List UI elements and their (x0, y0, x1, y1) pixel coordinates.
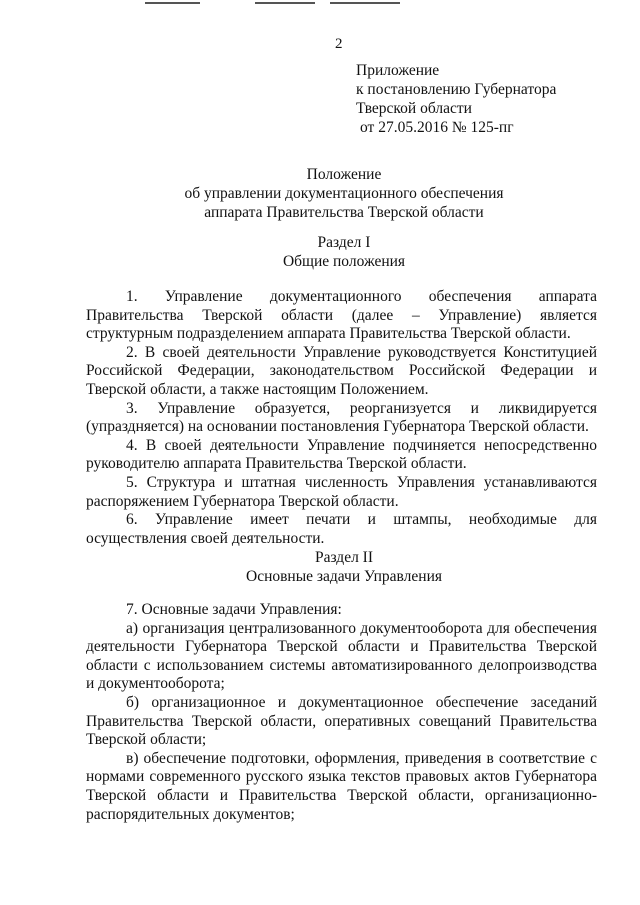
title-line-2: об управлении документационного обеспечения (184, 185, 504, 202)
appendix-region: Тверской области (356, 100, 472, 117)
paragraph: 3. Управление образуется, реорганизуется и ликвидируется (упраздняется) на основании постановления Губернатора Тверской области. (86, 399, 597, 436)
section-2-heading: Раздел II (314, 549, 374, 566)
section-1-heading: Раздел I (317, 234, 371, 251)
paragraph: 7. Основные задачи Управления: (126, 601, 342, 618)
paragraph: 5. Структура и штатная численность Управления устанавливаются распоряжением Губернатора Тверской области. (86, 473, 597, 510)
paragraph: 4. В своей деятельности Управление подчиняется непосредственно руководителю аппарата Правительства Тверской области. (86, 436, 597, 473)
section-2-subheading: Основные задачи Управления (246, 568, 442, 585)
scan-top-rule-center (255, 2, 315, 4)
section-1-body (86, 288, 597, 548)
appendix-label: Приложение (356, 62, 440, 79)
title-line-3: аппарата Правительства Тверской области (204, 204, 484, 221)
title-line-1: Положение (306, 166, 382, 183)
paragraph: 6. Управление имеет печати и штампы, необходимые для осуществления своей деятельности. (86, 511, 597, 547)
paragraph: а) организация централизованного документооборота для обеспечения деятельности Губернатора Тверской области и Правительства Тверской области с использованием системы автоматизированного делопроизводства и документооборота; (86, 619, 597, 693)
appendix-date-number: от 27.05.2016 № 125-пг (360, 119, 514, 136)
appendix-decree-ref: к постановлению Губернатора (356, 81, 557, 98)
paragraph: 2. В своей деятельности Управление руководствуется Конституцией Российской Федерации, законодательством Российской Федерации и Тверской области, а также настоящим Положением. (86, 343, 597, 398)
document-title (86, 165, 602, 222)
paragraph: 1. Управление документационного обеспечения аппарата Правительства Тверской области (далее – Управление) является структурным подразделением аппарата Правительства Тверской области. (86, 288, 597, 343)
paragraph: в) обеспечение подготовки, оформления, приведения в соответствие с нормами современного русского языка текстов правовых актов Губернатора Тверской области и Правительства Тверской области, организационно-распорядительных документов; (86, 749, 597, 823)
section-1-header (86, 233, 602, 271)
section-2-header (86, 548, 602, 586)
appendix-block (356, 61, 556, 137)
scan-top-rule-left (145, 2, 200, 4)
section-2-body (86, 601, 597, 824)
page-number: 2 (335, 36, 343, 52)
section-1-subheading: Общие положения (282, 253, 406, 270)
paragraph: б) организационное и документационное обеспечение заседаний Правительства Тверской области, оперативных совещаний Правительства Тверской области; (86, 693, 597, 749)
scan-top-rule-right (330, 2, 400, 4)
